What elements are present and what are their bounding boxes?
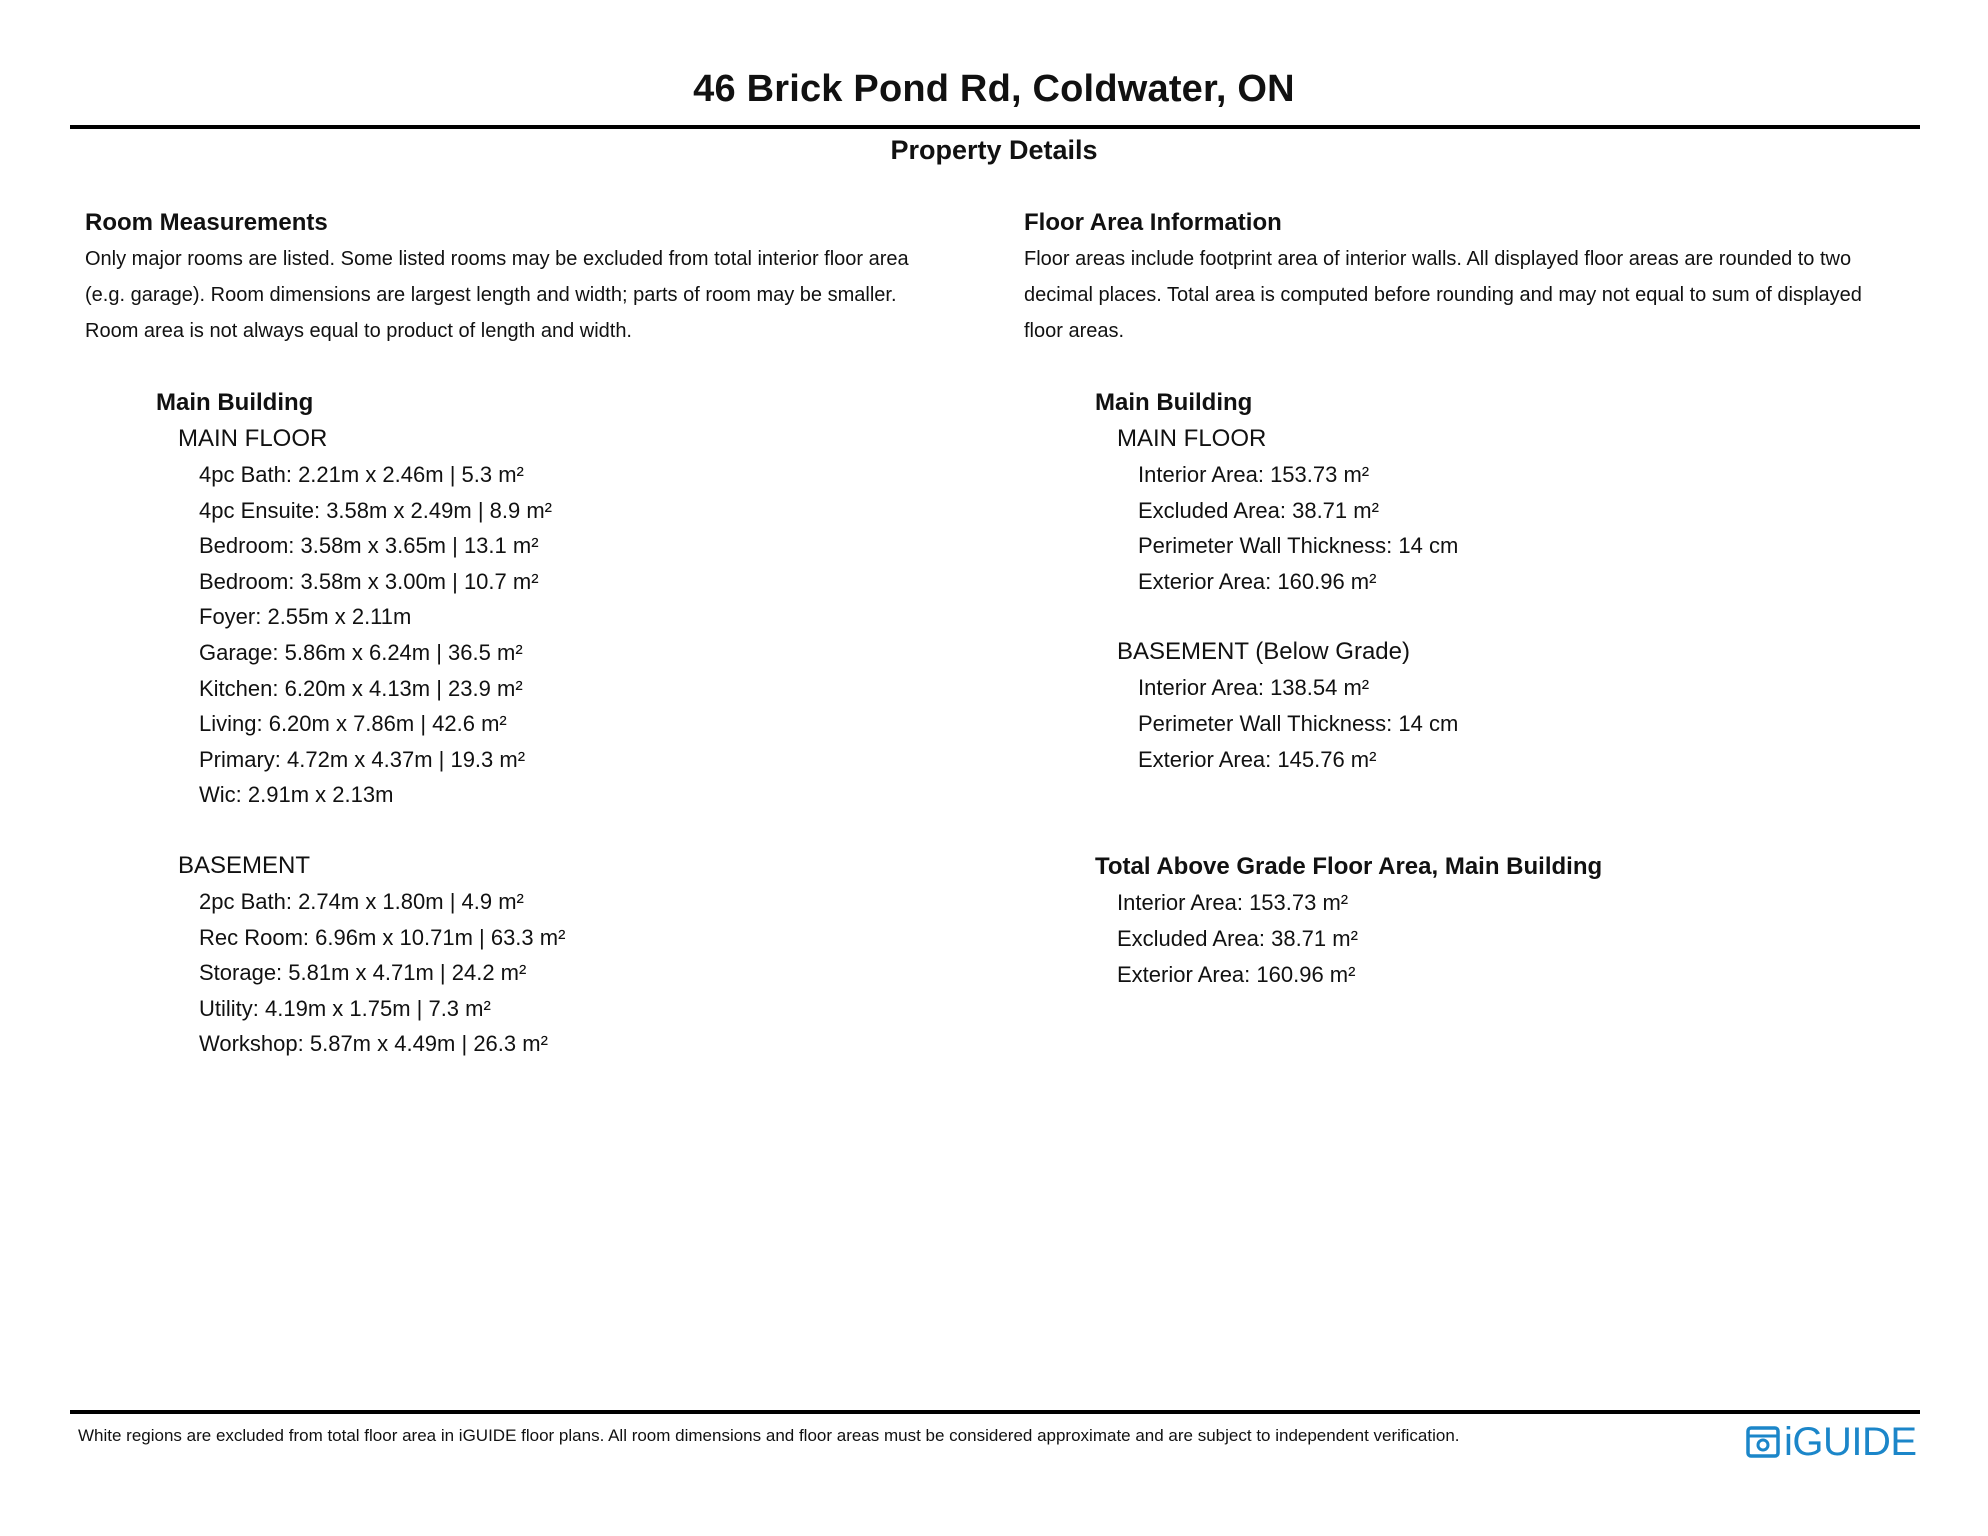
iguide-logo-icon (1746, 1426, 1780, 1458)
area-row: Interior Area: 138.54 m² (1138, 675, 1370, 701)
building-title: Main Building (156, 389, 314, 416)
floor-title-basement: BASEMENT (178, 851, 311, 879)
total-area-section (1095, 849, 1919, 993)
area-row: Excluded Area: 38.71 m² (1138, 497, 1379, 523)
area-row: Perimeter Wall Thickness: 14 cm (1138, 533, 1459, 559)
floor-spacer (1095, 599, 1919, 634)
building-title: Main Building (1095, 389, 1253, 416)
floor-title-main: MAIN FLOOR (178, 425, 328, 452)
floor-area-building (1095, 385, 1919, 777)
room-row: Bedroom: 3.58m x 3.65m | 13.1 m² (199, 533, 539, 559)
floor-area-description-line: floor areas. (1024, 320, 1125, 342)
room-row: Garage: 5.86m x 6.24m | 36.5 m² (199, 639, 523, 665)
floor-area-description-line: decimal places. Total area is computed before rounding and may not equal to sum of displayed (1024, 284, 1862, 306)
floor-area-heading: Floor Area Information (1024, 209, 1282, 236)
floor-area-section (1024, 205, 1919, 993)
room-measurements-section (85, 205, 980, 1062)
room-row: 2pc Bath: 2.74m x 1.80m | 4.9 m² (199, 888, 524, 914)
room-row: Primary: 4.72m x 4.37m | 19.3 m² (199, 746, 526, 772)
area-row: Interior Area: 153.73 m² (1138, 462, 1370, 487)
total-area-row: Exterior Area: 160.96 m² (1117, 962, 1356, 988)
room-row: Storage: 5.81m x 4.71m | 24.2 m² (199, 960, 527, 986)
room-measurements-heading: Room Measurements (85, 209, 328, 236)
floor-title-basement: BASEMENT (Below Grade) (1117, 638, 1410, 666)
page-title: 46 Brick Pond Rd, Coldwater, ON (693, 68, 1295, 110)
floor-spacer (156, 813, 980, 848)
room-row: Wic: 2.91m x 2.13m (199, 782, 394, 808)
total-area-row: Interior Area: 153.73 m² (1117, 890, 1349, 916)
room-measurements-description-line: Room area is not always equal to product of length and width. (85, 320, 632, 342)
footer-disclaimer: White regions are excluded from total floor area in iGUIDE floor plans. All room dimensions and floor areas must be considered approximate and are subject to independent verification. (78, 1426, 1460, 1445)
room-row: Foyer: 2.55m x 2.11m (199, 604, 412, 630)
area-row: Perimeter Wall Thickness: 14 cm (1138, 710, 1459, 736)
title-divider (70, 125, 1920, 129)
area-row: Exterior Area: 145.76 m² (1138, 746, 1377, 772)
total-area-title: Total Above Grade Floor Area, Main Building (1095, 853, 1603, 881)
total-area-row: Excluded Area: 38.71 m² (1117, 926, 1358, 952)
room-measurements-building (156, 385, 980, 1062)
room-row: Utility: 4.19m x 1.75m | 7.3 m² (199, 995, 491, 1021)
room-row: 4pc Ensuite: 3.58m x 2.49m | 8.9 m² (199, 497, 552, 523)
floor-title-main: MAIN FLOOR (1117, 425, 1267, 452)
room-row: 4pc Bath: 2.21m x 2.46m | 5.3 m² (199, 462, 524, 487)
iguide-logo-text: iGUIDE (1784, 1420, 1917, 1464)
room-row: Kitchen: 6.20m x 4.13m | 23.9 m² (199, 675, 523, 701)
room-row: Bedroom: 3.58m x 3.00m | 10.7 m² (199, 568, 539, 594)
iguide-logo (1746, 1421, 1917, 1463)
page-subtitle: Property Details (890, 135, 1098, 165)
room-row: Rec Room: 6.96m x 10.71m | 63.3 m² (199, 924, 566, 950)
room-measurements-description-line: Only major rooms are listed. Some listed rooms may be excluded from total interior floor area (85, 248, 909, 270)
room-row: Workshop: 5.87m x 4.49m | 26.3 m² (199, 1031, 548, 1057)
area-row: Exterior Area: 160.96 m² (1138, 568, 1377, 594)
floor-area-description-line: Floor areas include footprint area of interior walls. All displayed floor areas are rounded to two (1024, 248, 1852, 270)
room-row: Living: 6.20m x 7.86m | 42.6 m² (199, 711, 507, 737)
room-measurements-description-line: (e.g. garage). Room dimensions are largest length and width; parts of room may be smaller. (85, 284, 897, 306)
footer-divider (70, 1410, 1920, 1414)
